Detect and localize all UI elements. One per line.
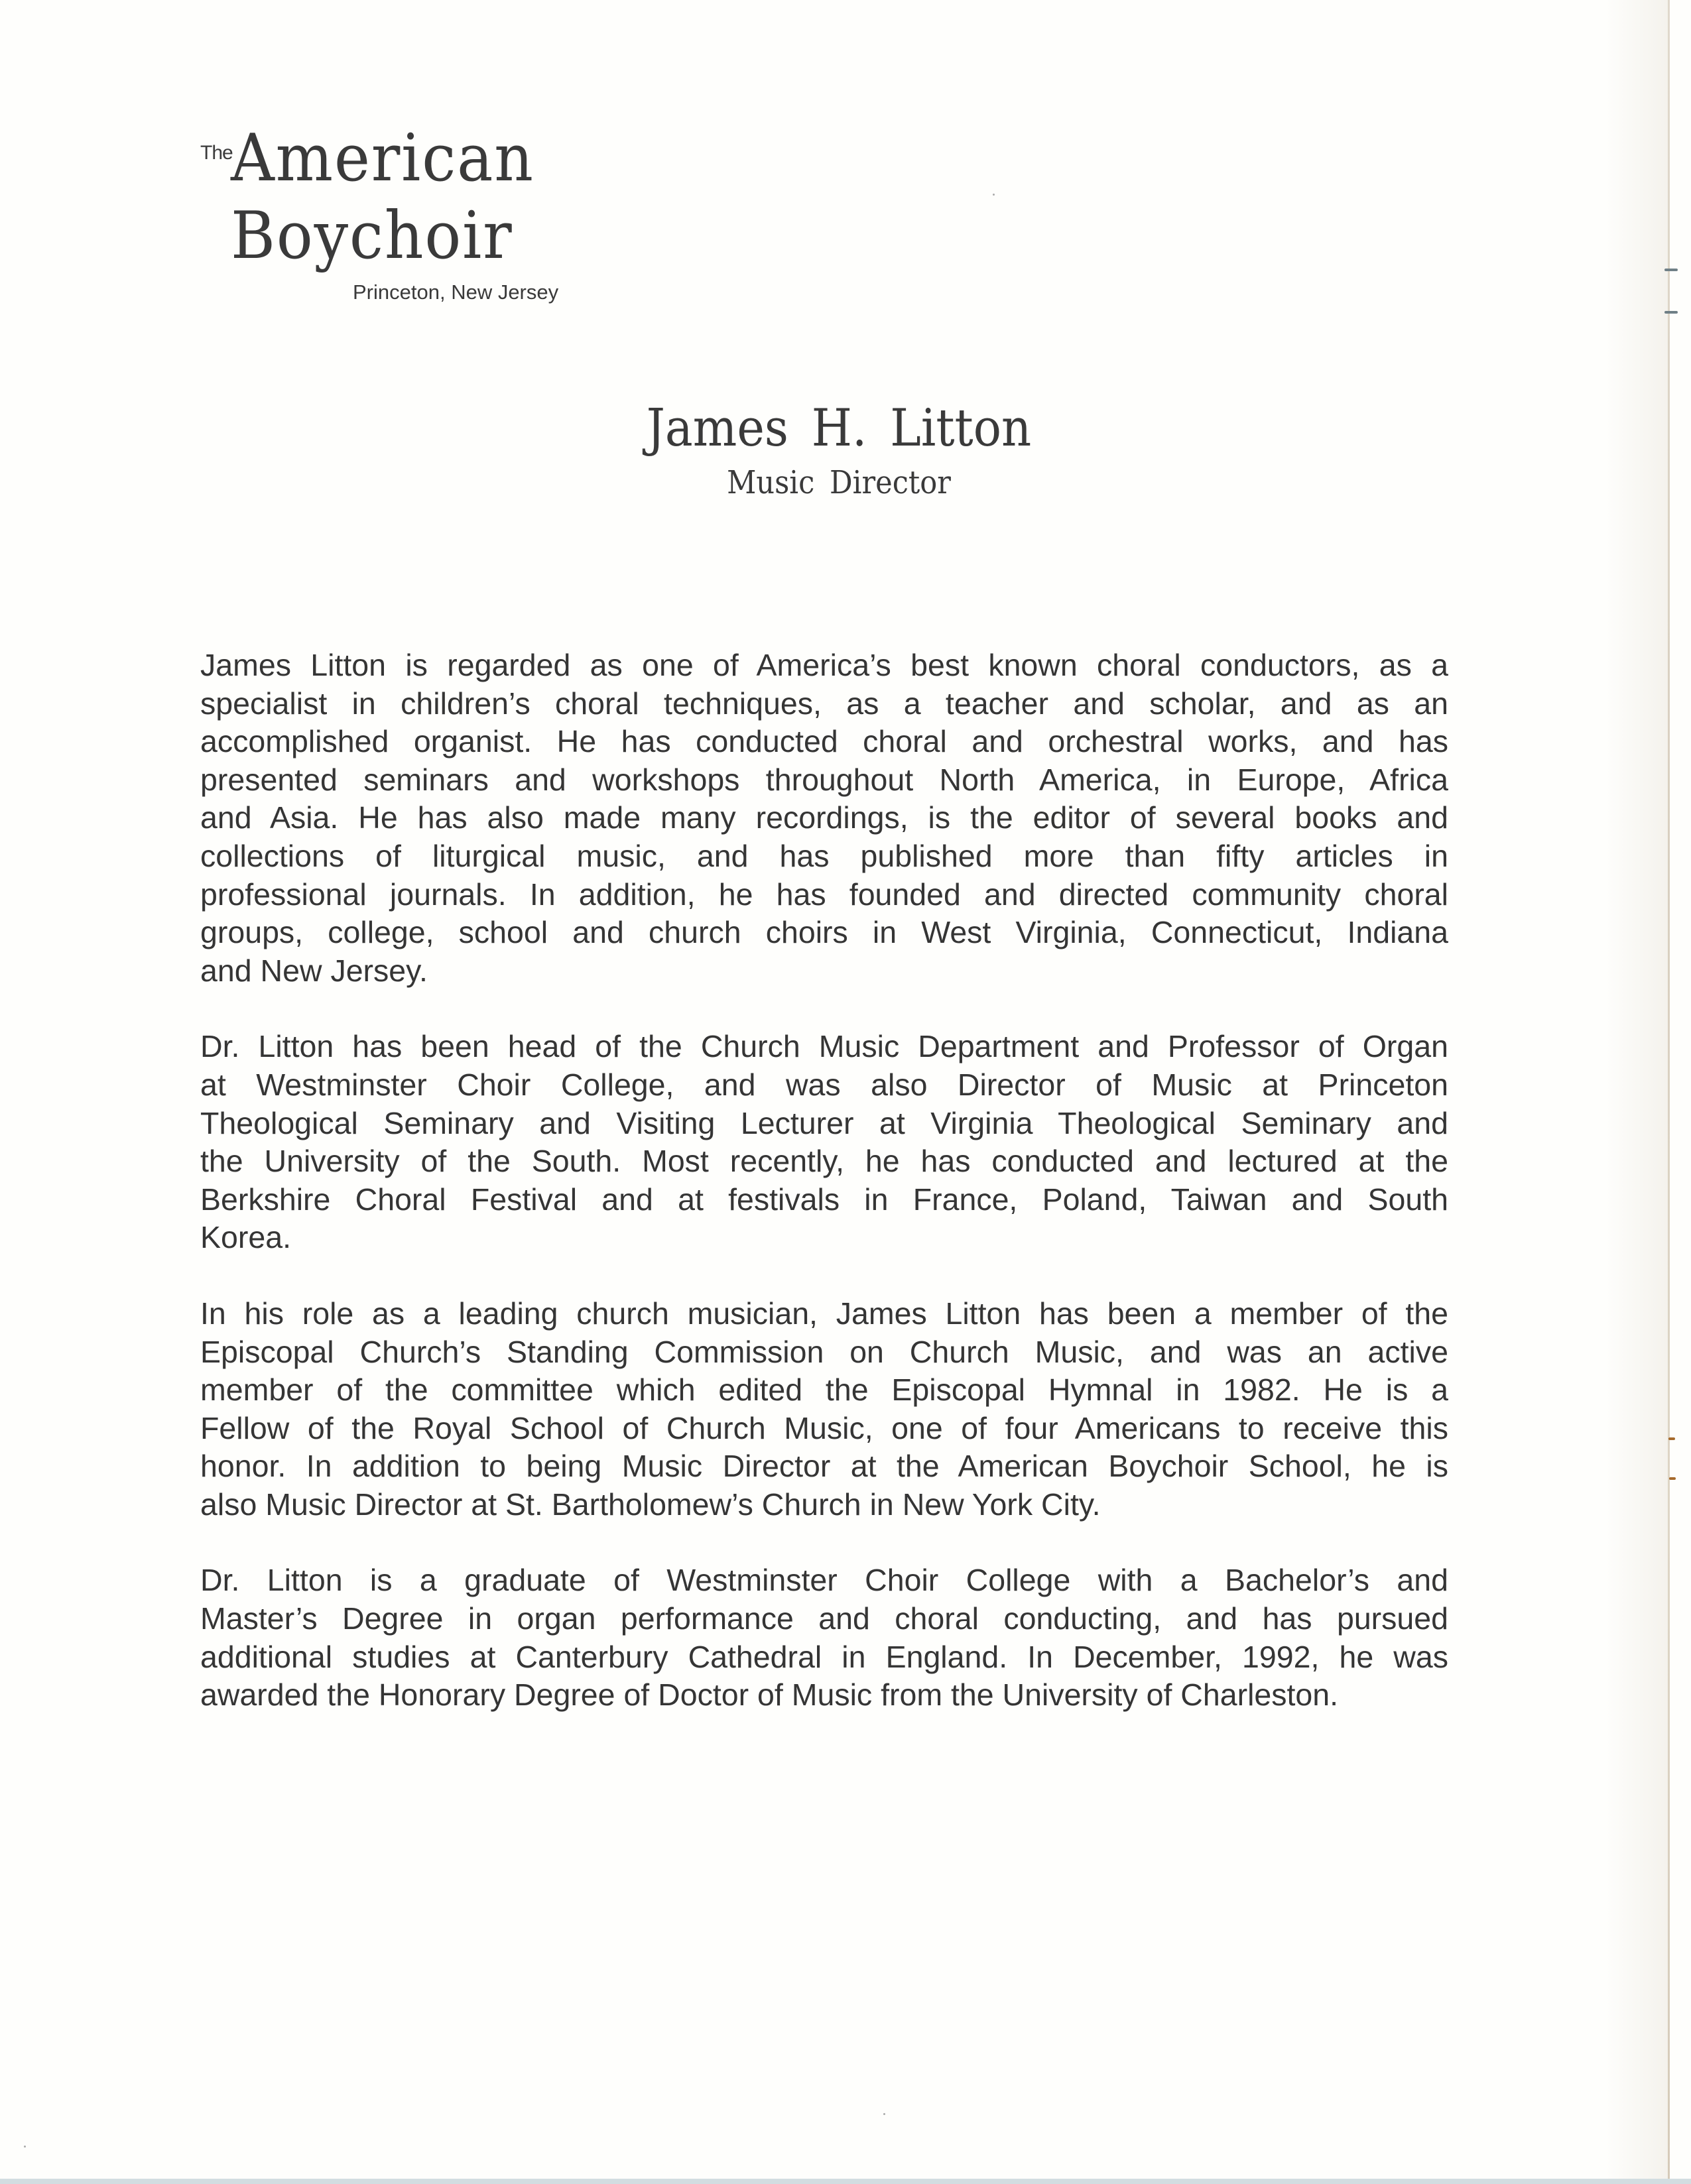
text-line: James Litton is regarded as one of America’s best known choral conductors, as a	[200, 648, 1448, 682]
paragraph	[200, 1561, 1448, 1714]
text-line: Master’s Degree in organ performance and choral conducting, and has pursued	[200, 1601, 1448, 1636]
text-line: groups, college, school and church choirs in West Virginia, Connecticut, Indiana	[200, 915, 1448, 950]
text-line: specialist in children’s choral techniques, as a teacher and scholar, and as an	[200, 686, 1448, 721]
rust-mark	[1669, 1477, 1676, 1480]
logo-line-boychoir: Boychoir	[231, 198, 513, 274]
paper-shadow	[1605, 0, 1668, 2179]
text-line: collections of liturgical music, and has published more than fifty articles in	[200, 838, 1448, 873]
page-title: James H. Litton	[646, 398, 1032, 458]
text-line: accomplished organist. He has conducted choral and orchestral works, and has	[200, 724, 1448, 759]
paragraph	[200, 1295, 1448, 1524]
page-subtitle: Music Director	[727, 464, 951, 501]
text-line: Fellow of the Royal School of Church Music, one of four Americans to receive this	[200, 1410, 1448, 1445]
speck	[24, 2146, 26, 2148]
text-line: In his role as a leading church musician, James Litton has been a member of the	[200, 1296, 1448, 1331]
paragraph	[200, 1028, 1448, 1257]
text-line: honor. In addition to being Music Director at the American Boychoir School, he is	[200, 1449, 1448, 1484]
paper-edge	[1668, 0, 1670, 2179]
rust-mark	[1668, 1437, 1675, 1440]
text-line: at Westminster Choir College, and was also Director of Music at Princeton	[200, 1067, 1448, 1102]
text-line: Dr. Litton is a graduate of Westminster Choir College with a Bachelor’s and	[200, 1563, 1448, 1598]
logo-line-american: American	[231, 121, 534, 196]
speck	[993, 194, 995, 196]
text-line: also Music Director at St. Bartholomew’s Church in New York City.	[200, 1486, 1101, 1522]
biography-body	[200, 646, 1448, 1752]
text-line: awarded the Honorary Degree of Doctor of Music from the University of Charleston.	[200, 1677, 1339, 1713]
text-line: the University of the South. Most recently, he has conducted and lectured at the	[200, 1144, 1448, 1179]
text-line: Episcopal Church’s Standing Commission on Church Music, and was an active	[200, 1334, 1448, 1369]
text-line: presented seminars and workshops throughout North America, in Europe, Africa	[200, 762, 1448, 797]
text-line: and Asia. He has also made many recordings, is the editor of several books and	[200, 800, 1448, 835]
scan-border	[0, 2179, 1691, 2184]
text-line: Korea.	[200, 1220, 292, 1255]
text-line: Berkshire Choral Festival and at festivals in France, Poland, Taiwan and South	[200, 1182, 1448, 1217]
speck	[883, 2113, 885, 2115]
text-line: Dr. Litton has been head of the Church Music Department and Professor of Organ	[200, 1029, 1448, 1064]
staple-mark	[1664, 311, 1678, 314]
paragraph	[200, 646, 1448, 990]
logo-location: Princeton, New Jersey	[353, 280, 559, 304]
text-line: professional journals. In addition, he has founded and directed community choral	[200, 877, 1448, 912]
text-line: and New Jersey.	[200, 953, 428, 988]
organization-logo	[199, 121, 623, 312]
logo-prefix: The	[200, 142, 233, 164]
text-line: Theological Seminary and Visiting Lecturer at Virginia Theological Seminary and	[200, 1105, 1448, 1140]
text-line: member of the committee which edited the Episcopal Hymnal in 1982. He is a	[200, 1372, 1448, 1408]
text-line: additional studies at Canterbury Cathedral in England. In December, 1992, he was	[200, 1639, 1448, 1674]
staple-mark	[1664, 269, 1678, 271]
